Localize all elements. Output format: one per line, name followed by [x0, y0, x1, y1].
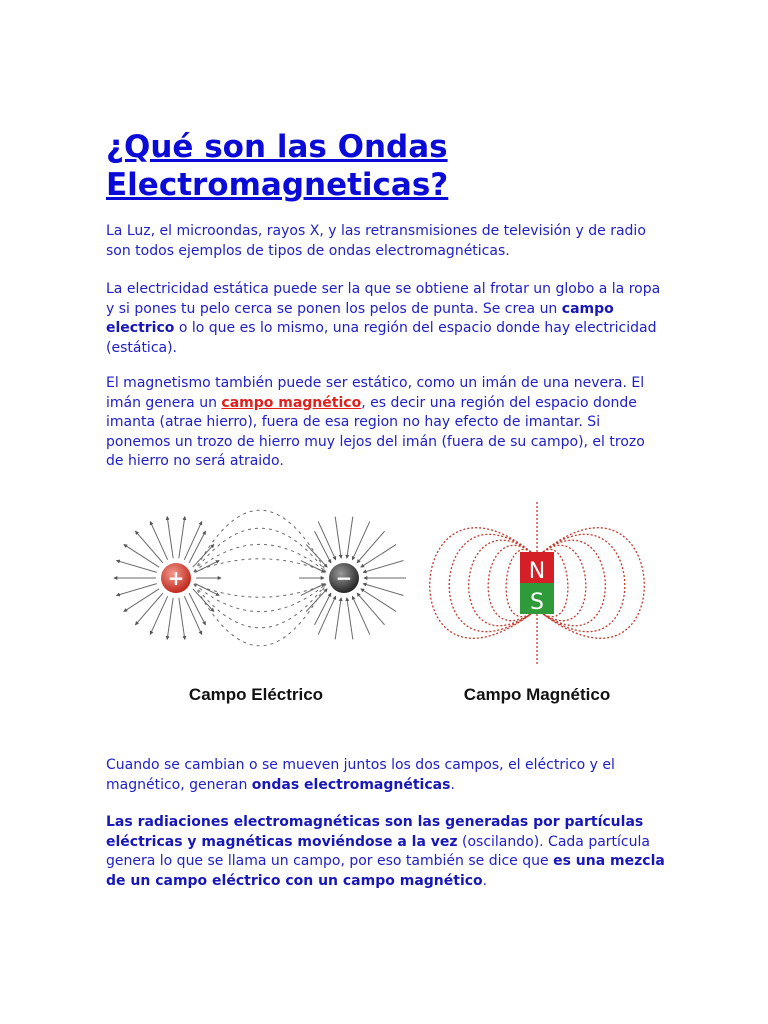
electric-field-line: [357, 531, 385, 563]
paragraph-text: o lo que es lo mismo, una región del espacio donde hay electricidad (estática).: [106, 320, 657, 356]
electric-field-line: [352, 596, 369, 634]
magnetic-field-line: [449, 534, 531, 631]
electric-field-line: [179, 517, 185, 559]
electric-field-line: [193, 544, 214, 567]
electric-field-line: [315, 593, 331, 625]
bold-radiation-definition: Las radiaciones electromagnéticas son las generadas por partículas eléctricas y magnéticas moviéndose a la vez: [106, 814, 644, 850]
electric-field-lines: [114, 510, 406, 646]
electric-field-line: [347, 517, 353, 559]
paragraph-text: El magnetismo también puede ser estático, como un imán de una nevera. El imán genera un: [106, 375, 645, 411]
paragraph-text: , es decir una región del espacio donde imanta (atrae hierro), fuera de esa region no hay efecto de imantar. Si ponemos un trozo de hierro muy lejos del imán (fuera de su campo), el trozo de hierro no será atraido.: [106, 394, 645, 469]
caption-magnetic-field: Campo Magnético: [463, 685, 611, 704]
electric-field-line: [167, 598, 173, 640]
paragraph-radiation: [106, 813, 666, 891]
bold-term-electric-field: campo electrico: [106, 300, 614, 336]
magnetic-field-line: [430, 528, 531, 639]
electric-field-arc: [194, 584, 326, 612]
electric-field-line: [189, 531, 205, 563]
magnet-south-label: S: [530, 590, 544, 615]
electric-field-line: [318, 522, 335, 560]
electric-field-line: [347, 598, 353, 640]
electric-field-line: [189, 593, 205, 625]
paragraph-text: .: [482, 872, 488, 889]
electric-field-line: [335, 517, 341, 559]
electric-field-line: [318, 596, 335, 634]
paragraph-text: La electricidad estática puede ser la que se obtiene al frotar un globo a la ropa y si pones tu pelo cerca se ponen los pelos de punta. Se crea un: [106, 281, 661, 317]
electric-field-line: [315, 531, 331, 563]
electric-field-line: [193, 589, 214, 612]
electric-field-line: [150, 522, 167, 560]
magnetic-field-line: [543, 528, 644, 639]
paragraph-text: (oscilando). Cada partícula genera lo que se llama un campo, por eso también se dice que: [106, 833, 650, 869]
fields-illustration: [106, 490, 646, 720]
bold-term-em-waves: ondas electromagnéticas: [251, 776, 451, 793]
paragraph-electricity: [106, 280, 666, 358]
magnet-north-label: N: [528, 559, 546, 584]
electric-field-arc: [194, 544, 326, 572]
paragraph-magnetism: [106, 374, 666, 472]
electric-field-line: [335, 598, 341, 640]
electric-field-arc: [194, 584, 326, 597]
magnetic-field-link[interactable]: campo magnético: [221, 394, 362, 411]
electric-field-line: [150, 596, 167, 634]
electric-field-line: [184, 522, 201, 560]
electric-field-arc: [194, 559, 326, 572]
electric-field-line: [179, 598, 185, 640]
electric-field-line: [135, 593, 163, 625]
paragraph-waves: [106, 756, 666, 795]
electric-field-line: [167, 517, 173, 559]
paragraph-text: .: [450, 776, 455, 793]
electric-field-line: [357, 593, 385, 625]
negative-sign: −: [335, 566, 353, 590]
paragraph-text: Cuando se cambian o se mueven juntos los dos campos, el eléctrico y el magnético, generan: [106, 757, 615, 793]
electric-field-line: [352, 522, 369, 560]
caption-electric-field: Campo Eléctrico: [188, 685, 324, 704]
page-title[interactable]: ¿Qué son las Ondas Electromagneticas?: [106, 129, 449, 203]
electric-field-line: [184, 596, 201, 634]
paragraph-intro: La Luz, el microondas, rayos X, y las retransmisiones de televisión y de radio son todos ejemplos de tipos de ondas electromagnéticas.: [106, 223, 646, 259]
positive-sign: +: [167, 566, 185, 590]
electric-field-line: [135, 531, 163, 563]
bold-mixture-statement: es una mezcla de un campo eléctrico con un campo magnético: [106, 853, 665, 889]
magnetic-field-line: [543, 534, 625, 631]
